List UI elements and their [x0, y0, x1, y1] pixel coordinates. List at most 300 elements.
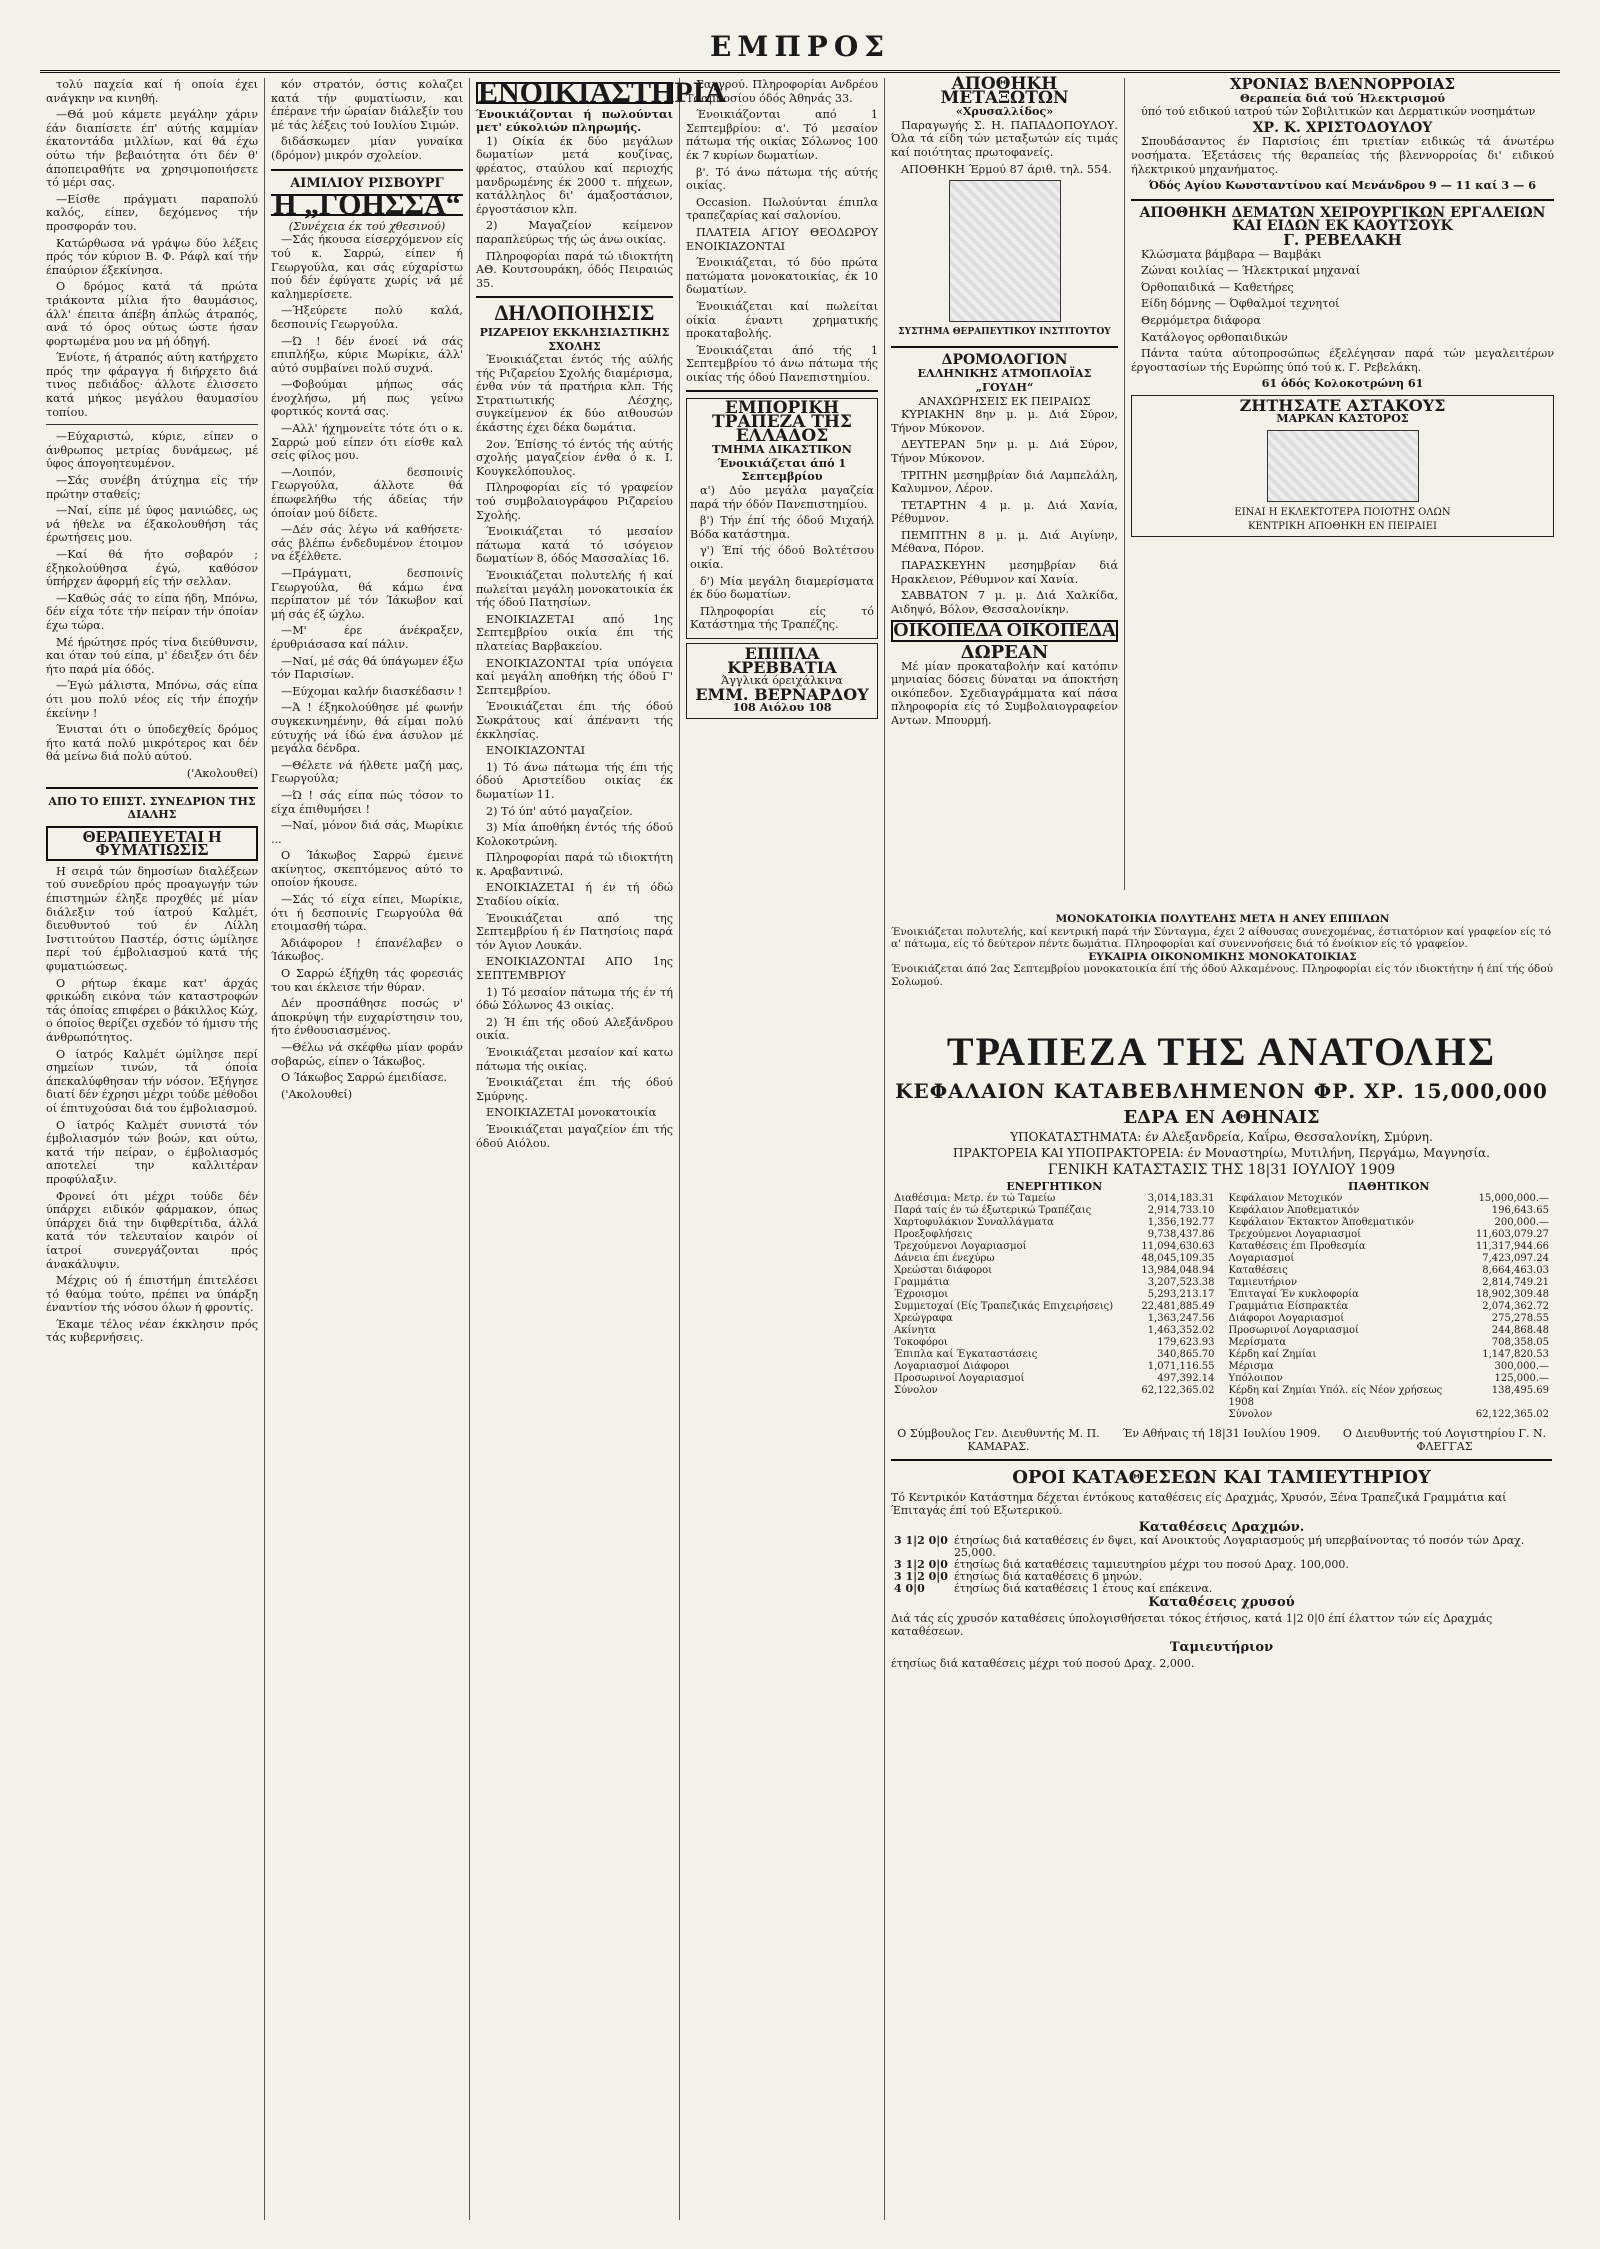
divider [46, 424, 258, 425]
row-label: Κεφάλαιον Άποθεματικόν [1228, 1205, 1360, 1216]
table-row [891, 1277, 1218, 1289]
column-4 [680, 78, 885, 2220]
rentals-headline: ΕΝΟΙΚΙΑΣΤΗΡΙΑ [478, 76, 726, 109]
paragraph: Ένοικιάζεται πολυτελής ή καί πωλείται μεγάλη μονοκατοικία έκ τής όδού Πατησίων. [476, 569, 673, 610]
divider [891, 346, 1118, 348]
paragraph: 1) Τό άνω πάτωμα τής έπι τής όδού Αριστείδου οικίας έκ δωματίων 11. [476, 760, 673, 801]
paragraph: Όρθοπαιδικά — Καθετήρες [1141, 280, 1294, 294]
table-row [891, 1241, 1218, 1253]
paragraph: Φρονεί ότι μέχρι τούδε δέν ύπάρχει ειδικόν φάρμακον, όπως ύπάρχει διά την διφθερίτιδα, άλλά κατά τόν τελευταίον καιρόν οί ίατροί συνεργάζονται πρός άνακάλυψιν. [46, 1189, 258, 1271]
paragraph: —Εύχομαι καλήν διασκέδασιν ! [281, 684, 463, 698]
table-row [891, 1349, 1218, 1361]
paragraph: ΕΝΟΙΚΙΑΖΟΝΤΑΙ ΑΠΟ 1ης ΣΕΠΤΕΜΒΡΙΟΥ [476, 955, 673, 983]
paragraph: Έκαμε τέλος νέαν έκκλησιν πρός τάς κυβερνήσεις. [46, 1317, 258, 1345]
bank-title: ΤΡΑΠΕΖΑ ΤΗΣ ΑΝΑΤΟΛΗΣ [946, 1029, 1497, 1074]
rates-table [891, 1535, 1552, 1595]
paragraph: ΔΕΥΤΕΡΑΝ 5ην μ. μ. Διά Σύρον, Τήνον Μύκονον. [891, 438, 1118, 465]
row-value: 48,045,109.35 [1141, 1253, 1215, 1264]
liabilities-heading: ΠΑΘΗΤΙΚΟΝ [1348, 1180, 1430, 1193]
newspaper-page [40, 30, 1560, 2220]
paragraph: Πληροφορίαι είς τό γραφείον τού συμβολαιογράφου Ριζαρείου Σχολής. [476, 481, 673, 522]
rate-text: έτησίως διά καταθέσεις ταμιευτηρίου μέχρι του ποσού Δραχ. 100,000. [953, 1558, 1349, 1571]
bank-ad-text [690, 484, 874, 632]
column-6 [1125, 75, 1560, 890]
row-label: Συμμετοχαί (Είς Τραπεζικάς Επιχειρήσεις) [894, 1301, 1114, 1312]
paragraph: Σαγγρού. Πληροφορίαι Ανδρέου Τσαμποσίου όδός Άθηνάς 33. [686, 78, 878, 105]
row-value: 138,495.69 [1491, 1385, 1549, 1396]
notices-text [476, 353, 673, 1150]
paragraph: ΚΥΡΙΑΚΗΝ 8ην μ. μ. Διά Σύρον, Τήνον Μύκονον. [891, 408, 1118, 435]
table-row [1226, 1409, 1553, 1421]
woman-portrait-image [949, 180, 1061, 322]
article-headline: ΘΕΡΑΠΕΥΕΤΑΙ Η ΦΥΜΑΤΙΩΣΙΣ [46, 826, 258, 861]
divider [686, 390, 878, 392]
row-value: 5,293,213.17 [1147, 1289, 1215, 1300]
balance-sheet [891, 1180, 1552, 1421]
furniture-ad-line: Άγγλικά όρειχάλκινα [721, 674, 843, 688]
savings-text: έτησίως διά καταθέσεις μέχρι τού ποσού Δραχ. 2,000. [891, 1657, 1195, 1670]
gold-text: Διά τάς είς χρυσόν καταθέσεις ύπολογισθήσεται τόκος έτήσιος, κατά 1|2 0|0 έπί έλαττον τών είς Δραχμάς καταθέσεων. [891, 1612, 1493, 1638]
lobster-ad-subtitle: ΕΙΝΑΙ Η ΕΚΛΕΚΤΟΤΕΡΑ ΠΟΙΟΤΗΣ ΟΛΩΝ [1234, 507, 1451, 519]
paragraph: Ένοικιάζεται έντός τής αύλής τής Ριζαρείου Σχολής διαμέρισμα, ένθα νύν τά πρατήρια κλπ. Τής Στρατιωτικής Λέσχης, συγκείμενον έκ δύο αιθουσών έκάστης έχει δέκα δωμάτια. [476, 353, 673, 435]
paragraph: —Μ' έρε άνέκραξεν, έρυθριάσασα καί πάλιν. [271, 624, 463, 651]
paragraph: Ο ρήτωρ έκαμε κατ' άρχάς φρικώδη εικόνα τών καταστροφών τάς όποίας επιφέρει ο βάκιλλος Κώχ, ο όποίος θερίζει σχεδόν τό ήμισυ τής άνθρωπότητος. [46, 976, 258, 1044]
furniture-ad-title: ΕΠΙΠΛΑ ΚΡΕΒΒΑΤΙΑ [727, 643, 837, 677]
paragraph: Ο Ίάκωβος Σαρρώ έμεινε ακίνητος, σκεπτόμενος αύτό το οποίον ήκουσε. [271, 849, 463, 890]
lobster-ad-footer: ΚΕΝΤΡΙΚΗ ΑΠΟΘΗΚΗ ΕΝ ΠΕΙΡΑΙΕΙ [1247, 520, 1438, 532]
row-value: 9,738,437.86 [1147, 1229, 1215, 1240]
notices-block [885, 913, 1560, 1008]
row-value: 125,000.— [1494, 1373, 1549, 1384]
table-row [1226, 1205, 1553, 1217]
rate-row [891, 1583, 1552, 1595]
cure-label: ΣΥΣΤΗΜΑ ΘΕΡΑΠΕΥΤΙΚΟΥ ΙΝΣΤΙΤΟΥΤΟΥ [898, 327, 1111, 338]
silk-store-text [891, 119, 1118, 176]
divider [891, 1459, 1552, 1461]
paragraph: Θερμόμετρα διάφορα [1141, 313, 1261, 327]
lots-text: Μέ μίαν προκαταβολήν καί κατόπιν μηνιαίας δόσεις δύναται να άποκτήση οικόπεδον. Σχεδιαγράμματα καί πάσα πληροφορία είς τό Συμβολαιογραφείον Αντων. Μπουρμή. [891, 659, 1118, 727]
assets-table [891, 1193, 1218, 1397]
row-value: 2,914,733.10 [1147, 1205, 1215, 1216]
table-row [1226, 1241, 1553, 1253]
table-row [1226, 1325, 1553, 1337]
paragraph: ΕΝΟΙΚΙΑΖΟΝΤΑΙ [486, 744, 586, 758]
route-subtitle: ΕΛΛΗΝΙΚΗΣ ΑΤΜΟΠΛΟΪΑΣ „ΓΟΥΔΗ“ [917, 366, 1092, 394]
paragraph: Ένοικιάζεται άπό τής 1 Σεπτεμβρίου τό άνω πάτωμα τής οικίας τής όδού Πανεπιστημίου. [686, 343, 878, 384]
deposit-title: Καταθέσεις Δραχμών. [1138, 1520, 1305, 1535]
paragraph: Ο Σαρρώ έξήχθη τάς φορεσιάς του και έκλεισε τήν θύραν. [271, 967, 463, 994]
row-value: 497,392.14 [1157, 1373, 1215, 1384]
signature-right: Ο Διευθυντής τού Λογιστηρίου Γ. Ν. ΦΛΕΓΓΑΣ [1342, 1427, 1547, 1453]
route-subtitle-2: ΑΝΑΧΩΡΗΣΕΙΣ ΕΚ ΠΕΙΡΑΙΩΣ [918, 394, 1091, 408]
row-value: 15,000,000.— [1478, 1193, 1549, 1204]
bank-statement [883, 1028, 1560, 1672]
table-row [891, 1385, 1218, 1397]
row-value: 7,423,097.24 [1482, 1253, 1549, 1264]
masthead: ΕΜΠΡΟΣ [40, 30, 1560, 73]
bank-capital: ΚΕΦΑΛΑΙΟΝ ΚΑΤΑΒΕΒΛΗΜΕΝΟΝ ΦΡ. ΧΡ. 15,000,000 [895, 1079, 1548, 1103]
columns [40, 74, 1560, 2220]
row-value: 179,623.93 [1157, 1337, 1215, 1348]
savings-title: Ταμιευτήριον [1169, 1640, 1274, 1655]
table-row [891, 1217, 1218, 1229]
table-row [891, 1361, 1218, 1373]
lobster-ad [1131, 395, 1554, 537]
paragraph: Ένίοτε, ή άτραπός αύτη κατήρχετο πρός την φάραγγα ή διήρχετο διά τινος πεδιάδος· άλλοτε έλισσετο κατά μήκος μεγάλου θαυμασίου τοπίου. [46, 351, 258, 419]
paragraph: κόν στρατόν, όστις κολαζει κατά τήν φυματίωσιν, και έπέρανε τήν ώραίαν διάλεξίν του μέ τάς λέξεις τού Ιουλίου Σιμών. [271, 78, 463, 132]
terms-text: Τό Κεντρικόν Κατάστημα δέχεται έντόκους καταθέσεις είς Δραχμάς, Χρυσόν, Ξένα Τραπεζικά Γραμμάτια καί Έπιταγάς έπί τού Εξωτερικού. [891, 1491, 1507, 1517]
lots-subtitle: ΔΩΡΕΑΝ [960, 642, 1049, 664]
row-label: Μέρισμα [1228, 1361, 1274, 1372]
col4-text [686, 78, 878, 384]
paragraph: 1) Οίκία έκ δύο μεγάλων δωματίων μετά κουζίνας, φρέατος, σταύλου καί περιοχής μανδρωμένης έκ 2000 τ. πήχεων, κατάλληλος δι' άμαξοστάσιον, έργοστάσιον κλπ. [476, 134, 673, 216]
paragraph: —Είσθε πράγματι παραπολύ καλός, είπεν, δεχόμενος τήν προσφοράν του. [46, 192, 258, 233]
row-label: Καταθέσεις [1228, 1265, 1288, 1276]
paragraph: Κλώσματα βάμβαρα — Βαμβάκι [1141, 247, 1322, 261]
paragraph: —Σάς τό είχα είπει, Μωρίκιε, ότι ή δεσποινίς Γεωργούλα θά ετοιμασθή τώρα. [271, 893, 463, 934]
surgical-store-name: Γ. ΡΕΒΕΛΑΚΗ [1283, 230, 1402, 249]
row-label: Κεφάλαιον Έκτακτον Άποθεματικόν [1228, 1217, 1414, 1228]
paragraph: ΠΕΜΠΤΗΝ 8 μ. μ. Διά Αιγίνην, Μέθανα, Πόρον. [891, 528, 1118, 556]
paragraph: —Ναί, μέ σάς θά ύπάγωμεν έξω τόν Παρισίων. [271, 654, 463, 682]
paragraph: —Καί θά ήτο σοβαρόν ; έξηκολούθησα έγώ, καθόσον ύπήρχεν άφορμή είς τήν σελλαν. [46, 548, 258, 589]
paragraph: Η σειρά τών δημοσίων διαλέξεων τού συνεδρίου πρός προαγωγήν τών έπιστημών έληξε προχθές μέ μίαν διάλεξιν τού ίατρού Καλμέτ, διευθυντού τού έν Λίλλη Ινστιτούτου Παστέρ, όστις ώμίλησε περί τού έμβολιασμού κατά τής φυματιώσεως. [46, 864, 258, 974]
row-label: Χρεώγραφα [894, 1313, 953, 1324]
table-row [891, 1253, 1218, 1265]
row-value: 2,074,362.72 [1482, 1301, 1549, 1312]
clinic-ad-address: Όδός Αγίου Κωνσταντίνου καί Μενάνδρου 9 — 11 καί 3 — 6 [1149, 178, 1536, 193]
table-row [891, 1337, 1218, 1349]
paragraph: 2) Μαγαζείον κείμενον παραπλεύρως τής ώς άνω οικίας. [476, 219, 673, 246]
bank-ad-subtitle-2: Ένοικιάζεται άπό 1 Σεπτεμβρίου [717, 455, 847, 484]
row-value: 1,147,820.53 [1482, 1349, 1549, 1360]
paragraph: Ο δρόμος κατά τά πρώτα τριάκοντα μίλια ήτο θαυμάσιος, άλλ' έπειτα άπέβη άπλώς άτραπός, ανά τό όρος ούτως ώστε ήσαν φορτωμένα μου να μή όδηγή. [46, 280, 258, 348]
notice-2-title: ΕΥΚΑΙΡΙΑ ΟΙΚΟΝΟΜΙΚΗΣ ΜΟΝΟΚΑΤΟΙΚΙΑΣ [1088, 950, 1357, 963]
paragraph: ΕΝΟΙΚΙΑΖΕΤΑΙ από 1ης Σεπτεμβρίου οικία έπι τής πλατείας Βαρβακείου. [476, 612, 673, 653]
lobster-brand: ΜΑΡΚΑΝ ΚΑΣΤΟΡΟΣ [1276, 411, 1409, 426]
paragraph: —Εύχαριστώ, κύριε, είπεν ο άνθρωπος μετρίας δυνάμεως, μέ ύφος άπογοητευμένον. [46, 430, 258, 471]
row-label: Ταμιευτήριον [1228, 1277, 1298, 1288]
paragraph: Ένισται ότι ο ύποδεχθείς δρόμος ήτο κατά πολύ μικρότερος και δέν θά μείνω διά πολύ αύτού. [46, 723, 258, 764]
commercial-bank-ad [686, 398, 878, 639]
rentals-subheading: Ένοικιάζονται ή πωλούνται μετ' εύκολιών πληρωμής. [476, 106, 673, 135]
table-row [891, 1301, 1218, 1313]
furniture-ad-name: ΕΜΜ. ΒΕΡΝΑΡΔΟΥ [695, 684, 869, 704]
surgical-store-title: ΑΠΟΘΗΚΗ ΔΕΜΑΤΩΝ ΧΕΙΡΟΥΡΓΙΚΩΝ ΕΡΓΑΛΕΙΩΝ ΚΑΙ ΕΙΔΩΝ ΕΚ ΚΑΟΥΤΣΟΥΚ [1139, 204, 1546, 235]
paragraph: —Σάς συνέβη άτύχημα είς τήν πρώτην σταθείς; [46, 474, 258, 501]
bank-ad-subtitle: ΤΜΗΜΑ ΔΙΚΑΣΤΙΚΟΝ [712, 442, 852, 457]
notice-headline: ΔΗΛΟΠΟΙΗΣΙΣ [494, 300, 655, 326]
route-schedule [891, 408, 1118, 616]
paragraph: Ένοικιάζεται μεσαίον καί κατω πάτωμα τής οικίας. [476, 1046, 673, 1073]
liabilities-table [1226, 1193, 1553, 1421]
continuation-note: ('Ακολουθεί) [186, 766, 258, 780]
row-value: 11,603,079.27 [1475, 1229, 1549, 1240]
paragraph: Είδη δόμνης — Όφθαλμοί τεχνητοί [1141, 297, 1340, 311]
table-row [891, 1373, 1218, 1385]
table-row [1226, 1193, 1553, 1205]
row-value: 18,902,309.48 [1475, 1289, 1549, 1300]
row-label: Μερίσματα [1228, 1337, 1287, 1348]
row-value: 708,358.05 [1491, 1337, 1549, 1348]
paragraph: Ένοικιάζεται από της Σεπτεμβρίου ή έν Πατησίοις παρά τόν Άγιον Λουκάν. [476, 911, 673, 952]
paragraph: —Θέλω νά σκέφθω μίαν φοράν σοβαρώς, είπεν ο Ίάκωβος. [271, 1041, 463, 1068]
paragraph: 2ον. Έπίσης τό έντός τής αύτής σχολής μαγαζείον ένθα ό κ. Ι. Κουγκελόπουλος. [476, 437, 673, 478]
bank-agencies: ΠΡΑΚΤΟΡΕΙΑ ΚΑΙ ΥΠΟΠΡΑΚΤΟΡΕΙΑ: έν Μοναστηρίω, Μυτιλήνη, Περγάμω, Μαγνησία. [953, 1146, 1490, 1160]
paragraph: Ένοικιάζεται, τό δύο πρώτα πατώματα μονοκατοικίας, έκ 10 δωματίων. [686, 256, 878, 297]
paragraph: —Θά μού κάμετε μεγάλην χάριν έάν διαπίσετε έπ' αύτής καμμίαν έκατοντάδα μιλλίων, καί θά έχω ούτω τήν βεβαιότητα ότι δέν θ' άποπειραθήτε να χρησιμοποιήσετε τό μέρι σας. [46, 108, 258, 190]
paragraph: ΕΝΟΙΚΙΑΖΕΤΑΙ μονοκατοικία [486, 1106, 657, 1120]
paragraph: —Ά ! έξηκολούθησε μέ φωνήν συγκεκινημένην, θά είμαι πολύ εύτυχής νά ίδώ ένα άσυλον μέ μεγάλα δένδρα. [271, 701, 463, 756]
table-row [1226, 1289, 1553, 1301]
novel-title: Η „ΓΟΗΣΣΑ“ [271, 194, 463, 216]
surgical-store-text: Πάντα ταύτα αύτοπροσώπως έξελέγησαν παρά τών μεγαλειτέρων έργοστασίων τής Ευρώπης ύπό τού κ. Γ. Ρεβελάκη. [1131, 347, 1554, 374]
paragraph: —Δέν σάς λέγω νά καθήσετε· σάς βλέπω ένδεδυμένον έτοιμον να έξέλθετε. [271, 523, 463, 564]
table-row [1226, 1253, 1553, 1265]
row-value: 62,122,365.02 [1141, 1385, 1215, 1396]
paragraph: ΠΑΡΑΣΚΕΥΗΝ μεσημβρίαν διά Ηρακλειον, Ρέθυμνον καί Χανία. [891, 559, 1118, 586]
column-2 [265, 78, 470, 2220]
col1-mid-text [46, 430, 258, 764]
row-value: 200,000.— [1494, 1217, 1549, 1228]
row-label: Προσωρινοί Λογαριασμοί [1228, 1325, 1359, 1336]
divider [1131, 199, 1554, 201]
paragraph: Ένοικιάζεται καί πωλείται οίκία έναντι χρηματικής προκαταβολής. [686, 299, 878, 341]
row-value: 3,207,523.38 [1147, 1277, 1215, 1288]
paragraph: Κατάλογος ορθοπαιδικών [1141, 330, 1288, 344]
paragraph: Παραγωγής Σ. Η. ΠΑΠΑΔΟΠΟΥΛΟΥ. Όλα τά είδη τών μεταξωτών είς τιμάς καί ποιότητας πρωτοφανείς. [891, 118, 1118, 159]
row-label: Γραμμάτια [894, 1277, 950, 1288]
row-value: 11,317,944.66 [1475, 1241, 1549, 1252]
silk-store-title: ΑΠΟΘΗΚΗ ΜΕΤΑΞΩΤΩΝ [940, 74, 1069, 108]
paragraph: Ο ίατρός Καλμέτ συνιστά τόν έμβολιασμόν τών βοών, και ούτω, κατά τήν πείραν, ο έμβολιασμός αποτελεί την καλλιτέραν προφύλαξιν. [46, 1118, 258, 1186]
table-row [1226, 1313, 1553, 1325]
table-row [891, 1193, 1218, 1205]
row-label: Χρεώσται διάφοροι [894, 1265, 993, 1276]
row-label: Σύνολον [1228, 1409, 1273, 1420]
col1-bottom-text [46, 865, 258, 1345]
row-value: 13,984,048.94 [1141, 1265, 1215, 1276]
row-label: Καταθέσεις έπι Προθεσμία [1228, 1241, 1366, 1252]
row-value: 1,463,352.02 [1147, 1325, 1215, 1336]
row-label: Έχροισμοι [894, 1289, 949, 1300]
row-label: Γραμμάτια Είσπρακτέα [1228, 1301, 1349, 1312]
row-value: 300,000.— [1494, 1361, 1549, 1372]
paragraph: γ') Έπί τής όδού Βολτέτσου οικία. [690, 544, 874, 571]
paragraph: —Έγώ μάλιστα, Μπόνω, σάς είπα ότι μου πολύ νέος είς τήν έποχήν έκείνην ! [46, 679, 258, 720]
clinic-ad-subtitle: Θεραπεία διά τού Ήλεκτρισμού [1239, 90, 1446, 105]
clinic-ad-title: ΧΡΟΝΙΑΣ ΒΛΕΝΝΟΡΡΟΙΑΣ [1229, 75, 1456, 93]
signature-left: Ο Σύμβουλος Γεν. Διευθυντής Μ. Π. ΚΑΜΑΡΑΣ. [897, 1427, 1100, 1453]
table-row [891, 1289, 1218, 1301]
paragraph: Πληροφορίαι παρά τώ ιδιοκτήτη κ. Αραβαντινώ. [476, 851, 673, 878]
bank-ad-title: ΕΜΠΟΡΙΚΗ ΤΡΑΠΕΖΑ ΤΗΣ ΕΛΛΑΔΟΣ [712, 398, 852, 446]
divider [46, 787, 258, 789]
clinic-doctor-name: ΧΡ. Κ. ΧΡΙΣΤΟΔΟΥΛΟΥ [1252, 119, 1433, 136]
notice-1-text: Ένοικιάζεται πολυτελής, καί κεντρική παρά τήν Σύνταγμα, έχει 2 αίθουσας συνεχομένας, έστιατόριον καί γραφείον είς τό α' πάτωμα, είς τό δεύτερον πέντε δωμάτια. Πληροφορίαι καί συνεννοήσεις διά τό ένοίκιον είς τό γραφείον. [891, 925, 1552, 950]
row-label: Δάνεια έπι ένεχύρω [894, 1253, 995, 1264]
gold-title: Καταθέσεις χρυσού [1148, 1595, 1295, 1610]
row-label: Έπιπλα καί Έγκαταστάσεις [894, 1349, 1038, 1360]
row-value: 11,094,630.63 [1141, 1241, 1215, 1252]
table-row [1226, 1385, 1553, 1409]
rate-value: 4 0|0 [894, 1582, 925, 1595]
row-label: Υπόλοιπον [1228, 1373, 1283, 1384]
paragraph: Ένοικιάζονται από 1 Σεπτεμβρίου: α'. Τό μεσαίον πάτωμα τής οικίας Σόλωνος 100 έκ 7 κυρίων δωματίων. [686, 108, 878, 162]
row-label: Τοκοφόροι [894, 1337, 948, 1348]
clinic-ad-text-2: Σπουδάσαντος έν Παρισίοις έπι τριετίαν ειδικώς τά άνωτέρω νοσήματα. Έξετάσεις τής θεραπείας τής βλεννορροίας δι' ειδικού ήλεκτρικού μηχανήματος. [1131, 135, 1554, 176]
novel-text [271, 233, 463, 1101]
col1-top-text [46, 78, 258, 419]
row-value: 3,014,183.31 [1147, 1193, 1215, 1204]
table-row [1226, 1349, 1553, 1361]
row-value: 1,071,116.55 [1147, 1361, 1215, 1372]
row-value: 1,363,247.56 [1147, 1313, 1215, 1324]
table-row [1226, 1373, 1553, 1385]
paragraph: —Ήξεύρετε πολύ καλά, δεσποινίς Γεωργούλα. [271, 304, 463, 331]
paragraph: —Ναί, μόνον διά σάς, Μωρίκιε ... [271, 819, 463, 846]
notice-1-title: ΜΟΝΟΚΑΤΟΙΚΙΑ ΠΟΛΥΤΕΛΗΣ ΜΕΤΑ Η ΑΝΕΥ ΕΠΙΠΛΩΝ [1055, 913, 1390, 925]
row-label: Προεξοφλήσεις [894, 1229, 973, 1240]
rate-row [891, 1535, 1552, 1559]
paragraph: Ένοικιάζεται τό μεσαίον πάτωμα κατά τό ισόγειον δωματίων 8, όδός Μασσαλίας 16. [476, 525, 673, 566]
paragraph: ΑΠΟΘΗΚΗ Έρμού 87 άριθ. τηλ. 554. [901, 162, 1112, 176]
paragraph: ΕΝΟΙΚΙΑΖΕΤΑΙ ή έν τή όδώ Σταδίου οίκία. [476, 881, 673, 909]
lobster-image [1267, 430, 1419, 502]
rate-text: έτησίως διά καταθέσεις 1 έτους καί επέκεινα. [953, 1582, 1213, 1595]
paragraph: —Λοιπόν, δεσποινίς Γεωργούλα, άλλοτε θά έπωφελήθω τής άδείας τήν όποίαν μού δίδετε. [271, 465, 463, 520]
row-value: 22,481,885.49 [1141, 1301, 1215, 1312]
paragraph: 3) Μία άποθήκη έντός τής όδού Κολοκοτρώνη. [476, 821, 673, 848]
silk-store-subtitle: «Χρυσαλλίδος» [955, 104, 1054, 119]
table-row [891, 1205, 1218, 1217]
row-label: Τρεχούμενοι Λογαριασμοί [1228, 1229, 1362, 1240]
paragraph: ΠΛΑΤΕΙΑ ΑΓΙΟΥ ΘΕΟΔΩΡΟΥ ΕΝΟΙΚΙΑΖΟΝΤΑΙ [686, 225, 878, 253]
column-1 [40, 78, 265, 2220]
table-row [891, 1265, 1218, 1277]
divider [476, 296, 673, 298]
row-label: Χαρτοφυλάκιον Συναλλάγματα [894, 1217, 1054, 1228]
paragraph: Δέν προσπάθησε ποσώς ν' άποκρύψη τήν ευχαρίστησιν του, ήτο ένθουσιασμένος. [271, 997, 463, 1038]
col2-top-text [271, 78, 463, 163]
table-row [1226, 1277, 1553, 1289]
lobster-ad-title: ΖΗΤΗΣΑΤΕ ΑΣΤΑΚΟΥΣ [1239, 395, 1446, 415]
table-row [1226, 1217, 1553, 1229]
paragraph: Ο ίατρός Καλμέτ ώμίλησε περί σημείων τινών, τά όποία άπεκαλύφθησαν τήν νόσον. Έξήγησε διατί δέν έχρησι μέχρι τούδε μέθοδοι οί έπιτυχούσαι διά του έμβολιασμού. [46, 1047, 258, 1115]
paragraph: Ένοικιάζεται μαγαζείον έπι τής όδού Αιόλου. [476, 1122, 673, 1150]
surgical-store-address: 61 όδός Κολοκοτρώνη 61 [1261, 376, 1424, 391]
table-row [1226, 1301, 1553, 1313]
novel-subtitle: (Συνέχεια έκ τού χθεσινού) [288, 219, 446, 233]
paragraph: τολύ παχεία καί ή οποία έχει ανάγκην να κινηθή. [46, 78, 258, 105]
row-value: 244,868.48 [1491, 1325, 1549, 1336]
bank-branches: ΥΠΟΚΑΤΑΣΤΗΜΑΤΑ: έν Αλεξανδρεία, Καΐρω, Θεσσαλονίκη, Σμύρνη. [1010, 1130, 1433, 1144]
paragraph: —Πράγματι, δεσποινίς Γεωργούλα, θά κάμω ένα περίπατον μέ τόν Ίάκωβον καί μή σάς έξ ώχλω. [271, 567, 463, 621]
table-row [1226, 1361, 1553, 1373]
paragraph: α') Δύο μεγάλα μαγαζεία παρά τήν όδόν Πανεπιστημίου. [690, 484, 874, 511]
lots-title: ΟΙΚΟΠΕΔΑ ΟΙΚΟΠΕΔΑ [891, 620, 1118, 642]
assets-heading: ΕΝΕΡΓΗΤΙΚΟΝ [1006, 1180, 1103, 1193]
paragraph: β') Τήν έπί τής όδού Μιχαήλ Βόδα κατάστημα. [690, 514, 874, 541]
column-5 [885, 74, 1125, 890]
paragraph: Κατώρθωσα νά γράψω δύο λέξεις πρός τόν κύριον Β. Φ. Ράφλ καί τήν έπαύριον έξεκίνησα. [46, 236, 258, 277]
paragraph: 2) Τό ύπ' αύτό μαγαζείον. [486, 804, 633, 818]
bank-seat: ΕΔΡΑ ΕΝ ΑΘΗΝΑΙΣ [1123, 1107, 1320, 1128]
table-row [1226, 1265, 1553, 1277]
row-value: 275,278.55 [1491, 1313, 1549, 1324]
paragraph: Ο Ίάκωβος Σαρρώ έμειδίασε. [281, 1071, 447, 1085]
paragraph: Μέχρις ού ή έπιστήμη έπιτελέσει τό θαύμα τούτο, πρέπει να ύπάρξη έναντίον τής νόσου όλων ή φροντίς. [46, 1274, 258, 1315]
paragraph: ΤΕΤΑΡΤΗΝ 4 μ. μ. Διά Χανία, Ρέθυμνον. [891, 498, 1118, 526]
table-row [891, 1313, 1218, 1325]
paragraph: Ζώναι κοιλίας — Ήλεκτρικαί μηχαναί [1141, 264, 1361, 278]
route-title: ΔΡΟΜΟΛΟΓΙΟΝ [941, 351, 1068, 368]
signature-date: Έν Αθήναις τή 18|31 Ιουλίου 1909. [1122, 1427, 1321, 1440]
row-label: Κέρδη καί Ζημίαι Υπόλ. είς Νέον χρήσεως 1908 [1228, 1385, 1443, 1408]
paragraph: ΕΝΟΙΚΙΑΖΟΝΤΑΙ τρία υπόγεια καί μεγάλη αποθήκη τής όδού Γ' Σεπτεμβρίου. [476, 656, 673, 697]
divider [271, 169, 463, 171]
section-heading: ΑΠΟ ΤΟ ΕΠΙΣΤ. ΣΥΝΕΔΡΙΟΝ ΤΗΣ ΔΙΑΛΗΣ [48, 794, 256, 822]
paragraph: —Θέλετε νά ήλθετε μαζή μας, Γεωργούλα; [271, 758, 463, 786]
terms-title: ΟΡΟΙ ΚΑΤΑΘΕΣΕΩΝ ΚΑΙ ΤΑΜΙΕΥΤΗΡΙΟΥ [1012, 1467, 1431, 1488]
clinic-ad-text: ύπό τού ειδικού ιατρού τών Σοβιλιτικών και Δερματικών νοσημάτων [1141, 105, 1536, 119]
signatures [891, 1427, 1552, 1453]
paragraph: Occasion. Πωλούνται έπιπλα τραπεζαρίας καί σαλονίου. [686, 195, 878, 223]
paragraph: ΤΡΙΤΗΝ μεσημβρίαν διά Λαμπελάλη, Καλυμνον, Λέρον. [891, 468, 1118, 496]
bank-statement-title: ΓΕΝΙΚΗ ΚΑΤΑΣΤΑΣΙΣ ΤΗΣ 18|31 ΙΟΥΛΙΟΥ 1909 [1047, 1162, 1396, 1178]
row-label: Τρεχούμενοι Λογαριασμοί [894, 1241, 1027, 1252]
rate-value: 3 1|2 0|0 [894, 1558, 948, 1571]
rate-value: 3 1|2 0|0 [894, 1570, 948, 1583]
row-label: Διάφοροι Λογαριασμοί [1228, 1313, 1345, 1324]
row-value: 2,814,749.21 [1482, 1277, 1549, 1288]
table-row [891, 1229, 1218, 1241]
rentals-text [476, 135, 673, 291]
table-row [891, 1325, 1218, 1337]
rate-text: έτησίως διά καταθέσεις έν δψει, καί Ανοικτούς Λογαριασμούς μή υπερβαίνοντας τό ποσόν τών Δραχ. 25,000. [953, 1534, 1525, 1559]
paragraph: Ένοικιάζεται έπι τής όδού Σωκράτους καί άπέναντι τής έκκλησίας. [476, 700, 673, 741]
row-label: Λογαριασμοί [1228, 1253, 1295, 1264]
paragraph: ('Ακολουθεί) [281, 1087, 353, 1101]
row-value: 1,356,192.77 [1147, 1217, 1215, 1228]
rate-text: έτησίως διά καταθέσεις 6 μηνών. [953, 1570, 1143, 1583]
rate-value: 3 1|2 0|0 [894, 1534, 948, 1547]
row-label: Λογαριασμοί Διάφοροι [894, 1361, 1010, 1372]
row-value: 8,664,463.03 [1482, 1265, 1549, 1276]
row-label: Διαθέσιμα: Μετρ. έν τώ Ταμείω [894, 1193, 1056, 1204]
row-label: Ακίνητα [894, 1325, 936, 1336]
paragraph: —Ώ ! δέν ένοεί νά σάς επιπλήξω, κύριε Μωρίκιε, άλλ' αύτό συμβαίνει πολύ συχνά. [271, 334, 463, 375]
paragraph: 2) Ή έπι τής οδού Αλεξάνδρου οικία. [476, 1015, 673, 1043]
paragraph: Άδιάφορον ! έπανέλαβεν ο Ίάκωβος. [271, 936, 463, 964]
table-row [1226, 1229, 1553, 1241]
paragraph: Πληροφορίαι είς τό Κατάστημα τής Τραπέζης. [690, 604, 874, 632]
furniture-ad [686, 643, 878, 719]
table-row [1226, 1337, 1553, 1349]
paragraph: —Ώ ! σάς είπα πώς τόσον το είχα έπιθυμήσει ! [271, 788, 463, 816]
row-label: Προσωρινοί Λογαριασμοί [894, 1373, 1025, 1384]
paragraph: διδάσκωμεν μίαν γυναίκα (δρόμον) μικρόν σχολείον. [271, 135, 463, 162]
paragraph: 1) Τό μεσαίον πάτωμα τής έν τή όδώ Σόλωνος 43 οικίας. [476, 985, 673, 1013]
paragraph: ΣΑΒΒΑΤΟΝ 7 μ. μ. Διά Χαλκίδα, Αιδηψό, Βόλον, Θεσσαλονίκην. [891, 589, 1118, 616]
row-label: Κεφάλαιον Μετοχικόν [1228, 1193, 1343, 1204]
row-label: Έπιταγαί Έν κυκλοφορία [1228, 1289, 1359, 1300]
row-label: Παρά ταίς έν τώ έξωτερικώ Τραπέζαις [894, 1205, 1092, 1216]
paragraph: —Σάς ήκουσα είσερχόμενον είς τού κ. Σαρρώ, είπεν ή Γεωργούλα, και σάς εύχαρίστω πού δέν έφύγατε χωρίς νά μέ καλημερίσετε. [271, 233, 463, 301]
row-value: 340,865.70 [1157, 1349, 1215, 1360]
row-value: 62,122,365.02 [1475, 1409, 1549, 1420]
row-value: 196,643.65 [1491, 1205, 1549, 1216]
